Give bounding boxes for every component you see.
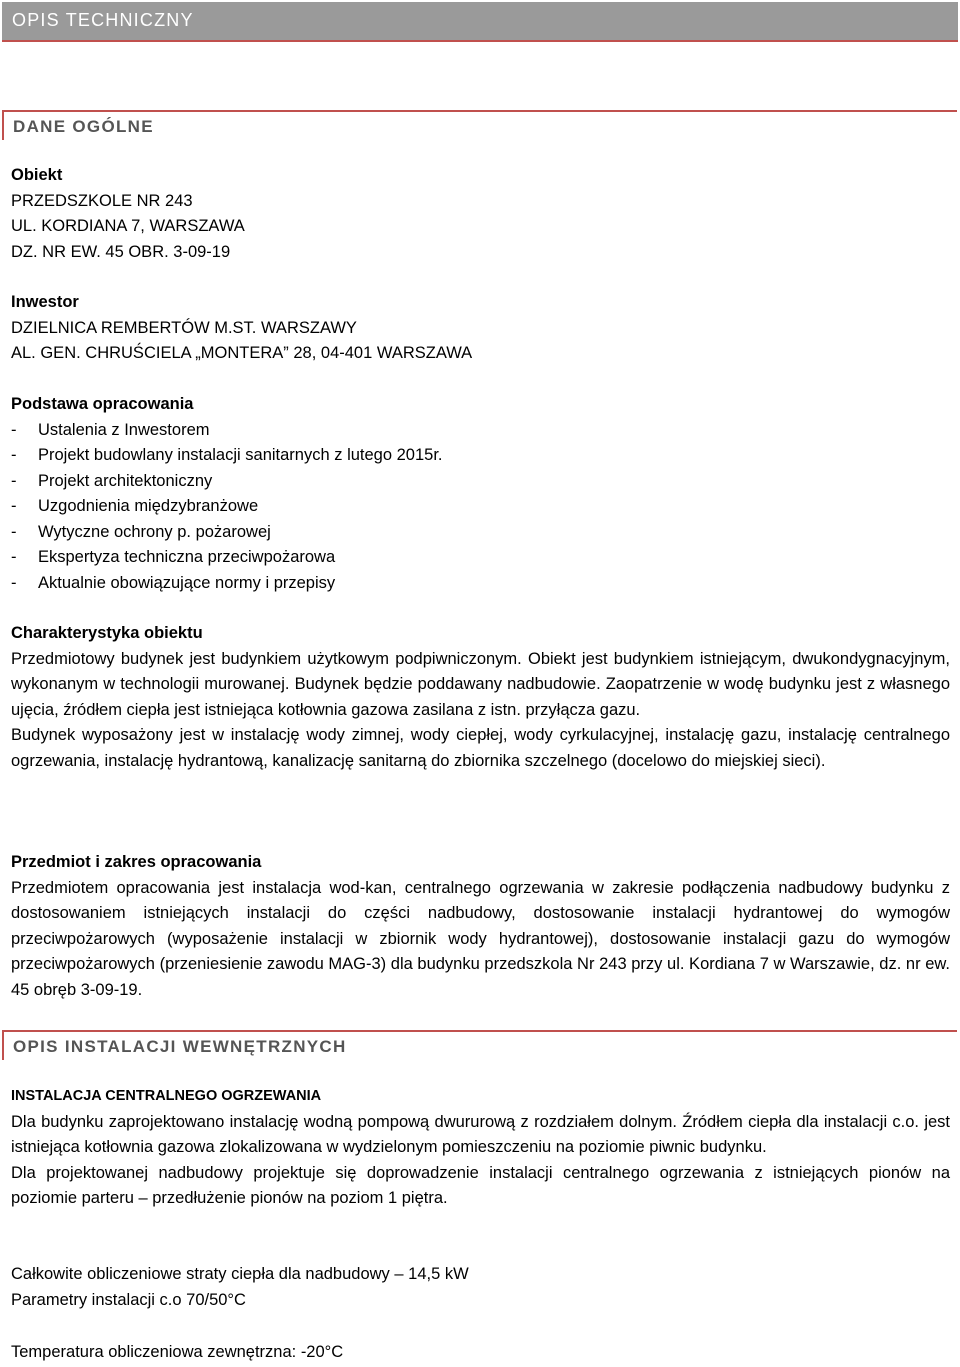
przedmiot-block [11, 850, 950, 1003]
list-item: - Uzgodnienia międzybranżowe [11, 497, 259, 515]
inwestor-line: AL. GEN. CHRUŚCIELA „MONTERA” 28, 04-401 WARSZAWA [11, 344, 473, 362]
inwestor-block [11, 290, 950, 367]
section-header-opis-instalacji [2, 1030, 957, 1060]
list-item: - Ekspertyza techniczna przeciwpożarowa [11, 548, 336, 566]
obiekt-line: UL. KORDIANA 7, WARSZAWA [11, 217, 245, 235]
paragraph: Dla budynku zaprojektowano instalację wodną pompową dwururową z rozdziałem dolnym. Źródłem ciepła dla instalacji c.o. jest istniejąca kotłownia gazowa zlokalizowana w wydzielonym pomieszczeniu na poziomie piwnic budynku. [11, 1112, 950, 1156]
przedmiot-heading: Przedmiot i zakres opracowania [11, 853, 262, 871]
temperatura-block [11, 1340, 950, 1366]
inwestor-line: DZIELNICA REMBERTÓW M.ST. WARSZAWY [11, 318, 357, 337]
co-heading: INSTALACJA CENTRALNEGO OGRZEWANIA [11, 1088, 322, 1104]
paragraph: Dla projektowanej nadbudowy projektuje się doprowadzenie instalacji centralnego ogrzewania z istniejących pionów na poziomie parteru – przedłużenie pionów na poziom 1 piętra. [11, 1163, 950, 1207]
temperatura-zewnetrzna: Temperatura obliczeniowa zewnętrzna: -20°C [11, 1343, 344, 1361]
obiekt-heading: Obiekt [11, 166, 63, 184]
obiekt-line: DZ. NR EW. 45 OBR. 3-09-19 [11, 242, 231, 261]
obiekt-block [11, 163, 950, 265]
co-parameters [11, 1262, 950, 1313]
section-title: OPIS INSTALACJI WEWNĘTRZNYCH [13, 1037, 347, 1056]
paragraph: Przedmiotowy budynek jest budynkiem użytkowym podpiwniczonym. Obiekt jest budynkiem istniejącym, dwukondygnacyjnym, wykonanym w technologii murowanej. Budynek będzie poddawany nadbudowie. Zaopatrzenie w wodę budynku jest z własnego ujęcia, źródłem ciepła jest istniejąca kotłownia gazowa zasilana z istn. przyłącza gazu. [11, 649, 950, 719]
charakterystyka-heading: Charakterystyka obiektu [11, 624, 203, 642]
list-item: - Projekt budowlany instalacji sanitarnych z lutego 2015r. [11, 446, 443, 464]
straty-ciepla: Całkowite obliczeniowe straty ciepła dla nadbudowy – 14,5 kW [11, 1265, 469, 1283]
section-header-dane-ogolne [2, 110, 957, 140]
list-item: - Projekt architektoniczny [11, 471, 213, 490]
list-item: - Aktualnie obowiązujące normy i przepisy [11, 573, 336, 592]
podstawa-block [11, 392, 950, 596]
list-item: - Ustalenia z Inwestorem [11, 420, 210, 439]
section-title: DANE OGÓLNE [13, 117, 154, 136]
co-block [11, 1084, 950, 1212]
podstawa-heading: Podstawa opracowania [11, 395, 194, 413]
list-item: - Wytyczne ochrony p. pożarowej [11, 522, 271, 541]
obiekt-line: PRZEDSZKOLE NR 243 [11, 191, 193, 210]
paragraph: Przedmiotem opracowania jest instalacja wod-kan, centralnego ogrzewania w zakresie podłączenia nadbudowy budynku z dostosowaniem istniejących instalacji do części nadbudowy, dostosowanie instalacji hydrantowej do wymogów przeciwpożarowych (wyposażenie instalacji w zbiornik wody hydrantowej), dostosowanie instalacji gazu do wymogów przeciwpożarowych (przeniesienie zawodu MAG-3) dla budynku przedszkola Nr 243 przy ul. Kordiana 7 w Warszawie, dz. nr ew. 45 obręb 3-09-19. [11, 878, 950, 999]
parametry-instalacji: Parametry instalacji c.o 70/50°C [11, 1290, 246, 1309]
document-title-banner [2, 2, 958, 42]
charakterystyka-block [11, 621, 950, 774]
document-title: OPIS TECHNICZNY [12, 10, 194, 30]
inwestor-heading: Inwestor [11, 293, 79, 311]
paragraph: Budynek wyposażony jest w instalację wody zimnej, wody ciepłej, wody cyrkulacyjnej, instalację gazu, instalację centralnego ogrzewania, instalację hydrantową, kanalizację sanitarną do zbiornika szczelnego (docelowo do miejskiej sieci). [11, 726, 950, 770]
